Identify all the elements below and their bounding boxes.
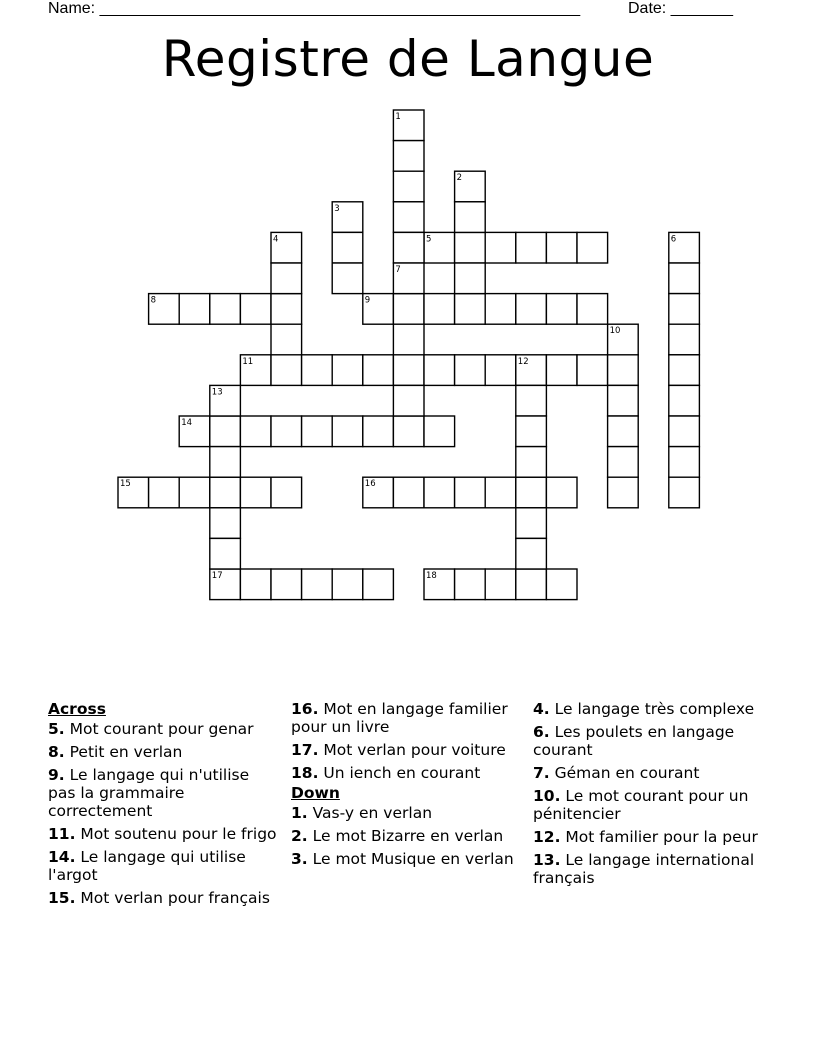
cell-number: 7 xyxy=(395,265,401,275)
clue-down-1 xyxy=(291,804,521,822)
cell-number: 13 xyxy=(211,387,223,398)
grid-cell[interactable] xyxy=(546,294,577,325)
clue-number: 2. xyxy=(291,827,308,845)
grid-cell[interactable] xyxy=(669,416,700,447)
grid-cell[interactable] xyxy=(179,294,210,325)
clue-across-5 xyxy=(48,720,278,738)
clue-number: 4. xyxy=(533,700,550,718)
clue-across-15 xyxy=(48,889,278,907)
grid-cell[interactable] xyxy=(240,416,271,447)
grid-cell[interactable] xyxy=(210,416,241,447)
clue-number: 8. xyxy=(48,743,65,761)
name-field-label[interactable]: Name: ______________________________________________________ xyxy=(48,0,581,17)
grid-cell[interactable] xyxy=(455,263,486,294)
clue-number: 12. xyxy=(533,828,561,846)
grid-cell[interactable] xyxy=(210,477,241,508)
clue-text: Mot courant pour genar xyxy=(69,720,254,738)
grid-cell[interactable] xyxy=(302,416,333,447)
clue-across-8 xyxy=(48,743,278,761)
grid-cell[interactable] xyxy=(363,416,394,447)
grid-cell[interactable] xyxy=(271,477,302,508)
grid-cell[interactable] xyxy=(424,294,455,325)
grid-cell[interactable] xyxy=(393,324,424,355)
clue-text: Mot familier pour la peur xyxy=(565,828,758,846)
cell-number: 2 xyxy=(456,173,463,184)
grid-cell[interactable] xyxy=(516,508,547,539)
grid-cell[interactable] xyxy=(332,569,363,600)
grid-cell[interactable] xyxy=(271,416,302,447)
clue-text: Le langage qui n'utilise pas la grammaire correctement xyxy=(48,766,250,820)
grid-cell[interactable] xyxy=(393,416,424,447)
grid-cell[interactable] xyxy=(485,569,516,600)
grid-cell[interactable] xyxy=(516,385,547,416)
grid-cell[interactable] xyxy=(455,477,486,508)
clue-text: Petit en verlan xyxy=(69,743,183,761)
clue-number: 9. xyxy=(48,766,65,784)
grid-cell[interactable] xyxy=(179,477,210,508)
cell-number: 5 xyxy=(426,234,432,245)
clue-down-7 xyxy=(533,764,763,782)
clue-across-17 xyxy=(291,741,521,759)
clue-text: Un iench en courant xyxy=(323,764,481,782)
grid-cell[interactable] xyxy=(271,569,302,600)
clue-text: Les poulets en langage courant xyxy=(533,723,735,759)
grid-cell[interactable] xyxy=(485,294,516,325)
cell-number: 10 xyxy=(609,326,621,337)
date-field-label[interactable]: Date: _______ xyxy=(628,0,733,17)
clues-column-1 xyxy=(48,700,278,912)
grid-cell[interactable] xyxy=(149,477,180,508)
grid-cell[interactable] xyxy=(210,508,241,539)
grid-cell[interactable] xyxy=(516,569,547,600)
grid-cell[interactable] xyxy=(271,324,302,355)
clue-number: 14. xyxy=(48,848,76,866)
grid-cell[interactable] xyxy=(302,355,333,386)
grid-cell[interactable] xyxy=(393,294,424,325)
grid-cell[interactable] xyxy=(393,385,424,416)
grid-cell[interactable] xyxy=(332,355,363,386)
grid-cell[interactable] xyxy=(455,569,486,600)
grid-cell[interactable] xyxy=(669,324,700,355)
grid-cell[interactable] xyxy=(240,569,271,600)
grid-cell[interactable] xyxy=(546,477,577,508)
cell-number: 3 xyxy=(334,203,340,214)
clue-number: 7. xyxy=(533,764,550,782)
clue-down-6 xyxy=(533,723,763,759)
grid-cell[interactable] xyxy=(302,569,333,600)
grid-cell[interactable] xyxy=(363,355,394,386)
grid-cell[interactable] xyxy=(577,355,608,386)
clue-number: 18. xyxy=(291,764,319,782)
clue-text: Mot verlan pour voiture xyxy=(323,741,506,759)
clue-text: Le langage très complexe xyxy=(554,700,755,718)
clue-number: 11. xyxy=(48,825,76,843)
cell-number: 14 xyxy=(181,418,193,428)
clue-number: 10. xyxy=(533,787,561,805)
grid-cell[interactable] xyxy=(332,416,363,447)
grid-cell[interactable] xyxy=(516,416,547,447)
grid-cell[interactable] xyxy=(240,477,271,508)
clue-number: 17. xyxy=(291,741,319,759)
cell-number: 6 xyxy=(670,234,677,245)
grid-cell[interactable] xyxy=(271,263,302,294)
cell-number: 15 xyxy=(120,479,131,490)
clue-text: Mot en langage familier pour un livre xyxy=(291,700,508,736)
page-title: Registre de Langue xyxy=(161,30,655,88)
grid-cell[interactable] xyxy=(608,385,639,416)
down-heading: Down xyxy=(291,784,340,802)
clue-across-16 xyxy=(291,700,521,736)
clue-number: 5. xyxy=(48,720,65,738)
clue-text: Le langage qui utilise l'argot xyxy=(48,848,246,884)
clue-number: 1. xyxy=(291,804,308,822)
grid-cell[interactable] xyxy=(577,232,608,263)
clue-text: Le mot Musique en verlan xyxy=(312,850,514,868)
grid-cell[interactable] xyxy=(516,447,547,478)
clue-text: Mot soutenu pour le frigo xyxy=(80,825,277,843)
cell-number: 18 xyxy=(426,571,437,581)
grid-cell[interactable] xyxy=(608,477,639,508)
grid-cell[interactable] xyxy=(485,232,516,263)
grid-cell[interactable] xyxy=(669,477,700,508)
cell-number: 4 xyxy=(273,234,279,245)
clue-down-10 xyxy=(533,787,763,823)
grid-cell[interactable] xyxy=(485,355,516,386)
cell-number: 9 xyxy=(364,295,371,306)
clues-column-2 xyxy=(291,700,521,873)
clue-number: 6. xyxy=(533,723,550,741)
clue-down-12 xyxy=(533,828,763,846)
grid-cell[interactable] xyxy=(516,232,547,263)
grid-cell[interactable] xyxy=(455,202,486,233)
grid-cell[interactable] xyxy=(608,416,639,447)
grid-cell[interactable] xyxy=(393,141,424,172)
grid-cell[interactable] xyxy=(210,447,241,478)
grid-cell[interactable] xyxy=(424,477,455,508)
grid-cell[interactable] xyxy=(669,294,700,325)
clue-across-18 xyxy=(291,764,521,782)
clue-down-2 xyxy=(291,827,521,845)
grid-cell[interactable] xyxy=(546,355,577,386)
grid-cell[interactable] xyxy=(485,477,516,508)
grid-cell[interactable] xyxy=(608,355,639,386)
clue-down-4 xyxy=(533,700,763,718)
grid-cell[interactable] xyxy=(271,294,302,325)
clues-column-3 xyxy=(533,700,763,892)
grid-cell[interactable] xyxy=(455,232,486,263)
clue-across-11 xyxy=(48,825,278,843)
clue-text: Mot verlan pour français xyxy=(80,889,270,907)
grid-cell[interactable] xyxy=(669,355,700,386)
grid-cell[interactable] xyxy=(424,355,455,386)
grid-cell[interactable] xyxy=(669,385,700,416)
grid-cell[interactable] xyxy=(271,355,302,386)
grid-cell[interactable] xyxy=(363,569,394,600)
clue-text: Le langage international français xyxy=(533,851,755,887)
grid-cell[interactable] xyxy=(210,538,241,569)
grid-cell[interactable] xyxy=(393,355,424,386)
grid-cell[interactable] xyxy=(546,569,577,600)
clue-number: 3. xyxy=(291,850,308,868)
grid-cell[interactable] xyxy=(332,232,363,263)
cell-number: 17 xyxy=(211,571,223,581)
grid-cell[interactable] xyxy=(516,538,547,569)
clue-across-14 xyxy=(48,848,278,884)
clue-text: Le mot courant pour un pénitencier xyxy=(533,787,749,823)
grid-cell[interactable] xyxy=(332,263,363,294)
across-heading: Across xyxy=(48,700,106,718)
grid-cell[interactable] xyxy=(608,447,639,478)
clue-number: 13. xyxy=(533,851,561,869)
grid-cell[interactable] xyxy=(424,416,455,447)
grid-cell[interactable] xyxy=(210,294,241,325)
clue-number: 16. xyxy=(291,700,319,718)
clue-text: Géman en courant xyxy=(554,764,700,782)
cell-number: 1 xyxy=(395,112,401,122)
grid-cell[interactable] xyxy=(393,232,424,263)
grid-cell[interactable] xyxy=(669,447,700,478)
cell-number: 8 xyxy=(150,295,157,306)
cell-number: 16 xyxy=(364,479,376,490)
grid-cell[interactable] xyxy=(577,294,608,325)
cell-number: 11 xyxy=(242,356,254,367)
grid-cell[interactable] xyxy=(516,294,547,325)
grid-cell[interactable] xyxy=(546,232,577,263)
cell-number: 12 xyxy=(517,356,529,367)
clue-text: Vas-y en verlan xyxy=(312,804,433,822)
clue-down-13 xyxy=(533,851,763,887)
grid-cell[interactable] xyxy=(516,477,547,508)
grid-cell[interactable] xyxy=(393,171,424,202)
grid-cell[interactable] xyxy=(669,263,700,294)
grid-cell[interactable] xyxy=(455,355,486,386)
grid-cell[interactable] xyxy=(240,294,271,325)
grid-cell[interactable] xyxy=(393,477,424,508)
grid-cell[interactable] xyxy=(393,202,424,233)
clue-down-3 xyxy=(291,850,521,868)
clue-across-9 xyxy=(48,766,278,820)
clue-text: Le mot Bizarre en verlan xyxy=(312,827,504,845)
grid-cell[interactable] xyxy=(455,294,486,325)
clue-number: 15. xyxy=(48,889,76,907)
